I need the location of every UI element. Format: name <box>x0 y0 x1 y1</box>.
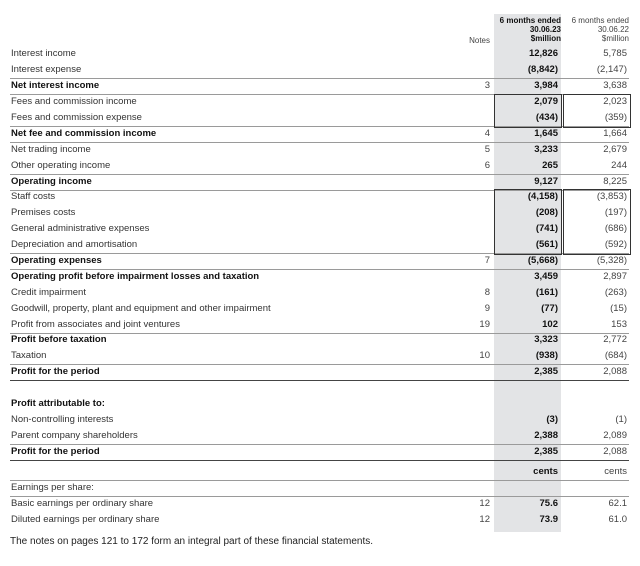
row-prior-value: (3,853) <box>596 191 627 202</box>
footer-note: The notes on pages 121 to 172 form an integral part of these financial statements. <box>10 536 374 547</box>
row-prior-value: (2,147) <box>596 64 627 75</box>
row-prior-value: 2,023 <box>603 96 627 107</box>
row-label: Net interest income <box>11 80 100 91</box>
row-note-ref <box>430 237 490 253</box>
row-note-ref <box>430 364 490 380</box>
row-label: Premises costs <box>11 207 76 218</box>
table-row <box>10 269 629 285</box>
prior-period-header-unit: $million <box>601 34 629 43</box>
row-label: Net fee and commission income <box>11 128 157 139</box>
table-row <box>10 126 629 143</box>
row-label: Interest expense <box>11 64 82 75</box>
row-current-value: (4,158) <box>527 191 558 202</box>
row-current-value: (208) <box>535 207 558 218</box>
table-row <box>10 94 629 110</box>
row-prior-value: (197) <box>604 207 627 218</box>
row-prior-value: 3,638 <box>603 80 627 91</box>
row-prior-value: 1,664 <box>603 128 627 139</box>
current-period-header-line1: 6 months ended <box>499 16 561 25</box>
current-period-header-unit: $million <box>530 34 561 43</box>
row-label: Basic earnings per ordinary share <box>11 498 154 509</box>
table-row <box>10 364 629 381</box>
row-label: Credit impairment <box>11 287 86 298</box>
table-row <box>10 332 629 348</box>
table-row <box>10 512 629 528</box>
row-label: Other operating income <box>11 160 111 171</box>
row-prior-value: 153 <box>611 319 627 330</box>
row-prior-value: 244 <box>611 160 627 171</box>
row-note-ref: 4 <box>484 128 490 139</box>
row-note-ref <box>430 480 490 496</box>
row-prior-value: 61.0 <box>608 514 627 525</box>
row-current-value: (741) <box>535 223 558 234</box>
table-row <box>10 189 629 205</box>
row-current-value: 3,233 <box>534 144 558 155</box>
table-row <box>10 412 629 428</box>
row-note-ref <box>430 174 490 190</box>
row-note-ref <box>430 396 490 412</box>
row-note-ref: 19 <box>479 319 490 330</box>
row-prior-value: 2,089 <box>603 430 627 441</box>
row-note-ref <box>430 46 490 62</box>
row-prior-value: (359) <box>604 112 627 123</box>
row-label: Profit for the period <box>11 366 100 377</box>
row-current-value: (161) <box>535 287 558 298</box>
row-label: Operating income <box>11 176 92 187</box>
row-note-ref <box>430 110 490 126</box>
row-prior-value: (592) <box>604 239 627 250</box>
row-current-value: (3) <box>546 414 558 425</box>
row-note-ref <box>430 332 490 348</box>
row-current-value: 3,984 <box>534 80 558 91</box>
row-current-value: 12,826 <box>528 48 558 59</box>
row-note-ref: 7 <box>484 255 490 266</box>
row-current-value: 3,323 <box>534 334 558 345</box>
row-prior-value: (686) <box>604 223 627 234</box>
row-note-ref <box>430 428 490 444</box>
row-note-ref: 12 <box>479 514 490 525</box>
row-note-ref: 8 <box>484 287 490 298</box>
row-current-value: (938) <box>535 350 558 361</box>
table-row <box>10 62 629 79</box>
row-current-value <box>494 480 558 496</box>
table-row <box>10 110 629 127</box>
table-row <box>10 205 629 221</box>
table-row <box>10 46 629 62</box>
table-row <box>10 253 629 270</box>
row-current-value: (77) <box>541 303 558 314</box>
current-period-header-date: 30.06.23 <box>529 25 561 34</box>
row-note-ref <box>430 94 490 110</box>
table-row <box>10 480 629 497</box>
row-label: Net trading income <box>11 144 91 155</box>
row-label: Profit from associates and joint ventures <box>11 319 180 330</box>
prior-period-header-date: 30.06.22 <box>597 25 629 34</box>
row-label: Taxation <box>11 350 47 361</box>
table-row <box>10 348 629 365</box>
table-row <box>10 285 629 301</box>
row-note-ref: 10 <box>479 350 490 361</box>
table-row <box>10 158 629 175</box>
row-current-value: cents <box>533 466 558 477</box>
row-note-ref <box>430 62 490 78</box>
row-label: Earnings per share: <box>11 482 94 493</box>
table-row <box>10 221 629 237</box>
row-current-value: 75.6 <box>539 498 558 509</box>
notes-column-header: Notes <box>469 36 490 45</box>
table-row <box>10 237 629 254</box>
row-current-value: 265 <box>542 160 558 171</box>
row-current-value: 102 <box>542 319 558 330</box>
table-row <box>10 142 629 158</box>
row-label: Profit attributable to: <box>11 398 105 409</box>
row-note-ref: 6 <box>484 160 490 171</box>
row-prior-value <box>563 480 627 496</box>
table-row <box>10 444 629 461</box>
row-label: Staff costs <box>11 191 56 202</box>
row-current-value: 73.9 <box>539 514 558 525</box>
row-label: Fees and commission expense <box>11 112 142 123</box>
table-row <box>10 464 629 481</box>
row-prior-value: 2,897 <box>603 271 627 282</box>
row-current-value: 2,385 <box>534 366 558 377</box>
row-prior-value: 2,772 <box>603 334 627 345</box>
row-prior-value: 5,785 <box>603 48 627 59</box>
row-prior-value: 2,088 <box>603 446 627 457</box>
row-label: Operating profit before impairment losses and taxation <box>11 271 260 282</box>
row-label: Fees and commission income <box>11 96 137 107</box>
row-current-value <box>494 396 558 412</box>
row-note-ref <box>430 221 490 237</box>
row-prior-value: cents <box>604 466 627 477</box>
row-prior-value: 62.1 <box>608 498 627 509</box>
row-prior-value <box>563 396 627 412</box>
row-label: Diluted earnings per ordinary share <box>11 514 160 525</box>
row-prior-value: (684) <box>604 350 627 361</box>
row-label: Parent company shareholders <box>11 430 138 441</box>
row-current-value: 2,385 <box>534 446 558 457</box>
row-label: Interest income <box>11 48 76 59</box>
row-note-ref <box>430 464 490 480</box>
row-note-ref <box>430 412 490 428</box>
row-label: Non-controlling interests <box>11 414 114 425</box>
row-current-value: (8,842) <box>527 64 558 75</box>
row-note-ref: 9 <box>484 303 490 314</box>
prior-period-header-line1: 6 months ended <box>571 16 629 25</box>
row-current-value: 2,388 <box>534 430 558 441</box>
row-label: Profit before taxation <box>11 334 107 345</box>
table-row <box>10 496 629 512</box>
row-label: Operating expenses <box>11 255 102 266</box>
row-note-ref <box>430 205 490 221</box>
row-note-ref: 3 <box>484 80 490 91</box>
row-prior-value: (5,328) <box>596 255 627 266</box>
row-prior-value: (1) <box>615 414 627 425</box>
row-note-ref: 12 <box>479 498 490 509</box>
row-note-ref <box>430 269 490 285</box>
row-prior-value: (263) <box>604 287 627 298</box>
row-current-value: 1,645 <box>534 128 558 139</box>
row-label: Profit for the period <box>11 446 100 457</box>
row-prior-value: 2,088 <box>603 366 627 377</box>
row-current-value: (561) <box>535 239 558 250</box>
row-note-ref <box>430 444 490 460</box>
row-current-value: 2,079 <box>534 96 558 107</box>
table-row <box>10 78 629 95</box>
row-label: Goodwill, property, plant and equipment and other impairment <box>11 303 271 314</box>
row-prior-value: 2,679 <box>603 144 627 155</box>
row-current-value: 3,459 <box>534 271 558 282</box>
table-row <box>10 428 629 445</box>
table-row <box>10 396 629 412</box>
row-label: General administrative expenses <box>11 223 150 234</box>
row-note-ref: 5 <box>484 144 490 155</box>
table-row <box>10 301 629 317</box>
row-current-value: (5,668) <box>527 255 558 266</box>
row-current-value: 9,127 <box>534 176 558 187</box>
row-current-value: (434) <box>535 112 558 123</box>
row-prior-value: (15) <box>610 303 627 314</box>
row-prior-value: 8,225 <box>603 176 627 187</box>
row-label: Depreciation and amortisation <box>11 239 138 250</box>
row-note-ref <box>430 189 490 205</box>
